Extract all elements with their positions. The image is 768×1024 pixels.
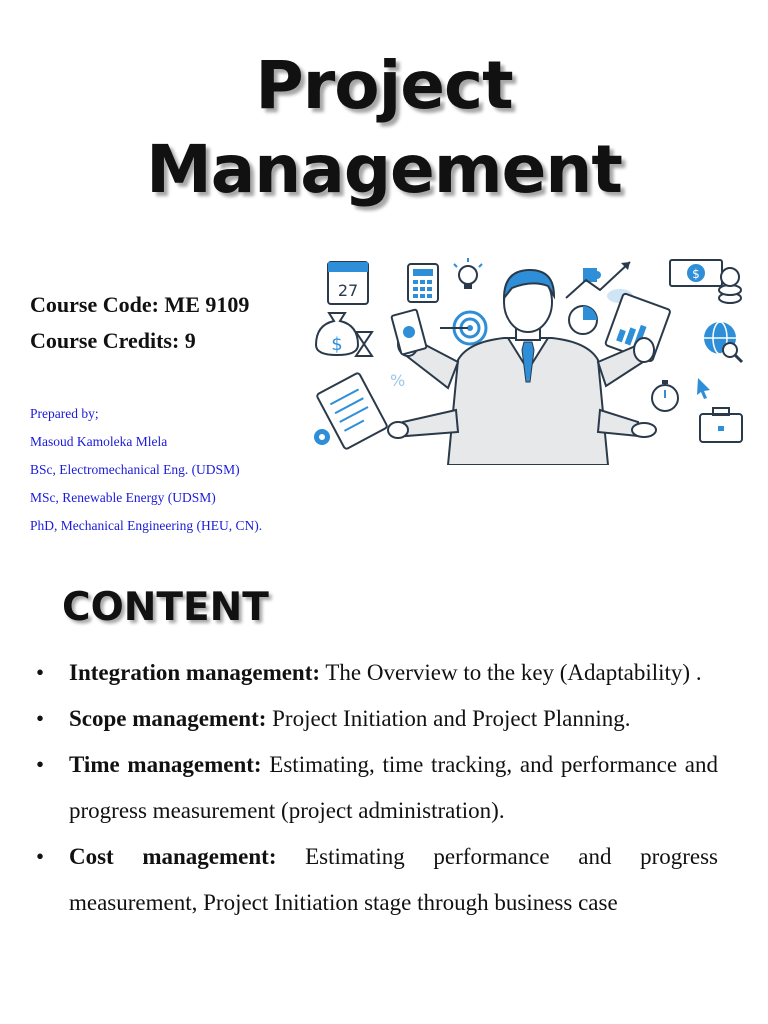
- lightbulb-icon: [454, 258, 482, 289]
- money-bag-dollar-sign: $: [331, 334, 343, 355]
- calendar-icon: [328, 262, 368, 304]
- item-text: Project Initiation and Project Planning.: [266, 706, 631, 731]
- list-item: [36, 742, 718, 834]
- author-name: Masoud Kamoleka Mlela: [30, 434, 168, 449]
- calculator-icon: [408, 264, 438, 302]
- item-text: The Overview to the key (Adaptability) .: [320, 660, 702, 685]
- bullet-marker: •: [36, 706, 45, 731]
- title-line-1: Project: [255, 47, 513, 124]
- gear-icon: [314, 429, 330, 445]
- list-item: [36, 696, 718, 742]
- item-term: Time management:: [69, 752, 262, 777]
- content-list: [36, 650, 718, 926]
- course-credits: Course Credits: 9: [30, 328, 196, 353]
- item-term: Scope management:: [69, 706, 267, 731]
- item-term: Integration management:: [69, 660, 321, 685]
- author-degree-msc: MSc, Renewable Energy (UDSM): [30, 490, 216, 505]
- list-item: [36, 650, 718, 696]
- author-degree-bsc: BSc, Electromechanical Eng. (UDSM): [30, 462, 240, 477]
- coin-stack-icon: [719, 268, 741, 303]
- item-text: Estimating performance and progress measurement, Project Initiation stage through business case: [69, 844, 719, 915]
- content-heading: CONTENT: [62, 585, 269, 630]
- percent-icon: %: [390, 371, 406, 390]
- globe-icon: [704, 322, 742, 362]
- author-degree-phd: PhD, Mechanical Engineering (HEU, CN).: [30, 518, 263, 533]
- briefcase-icon: [700, 408, 742, 442]
- item-term: Cost management:: [69, 844, 277, 869]
- course-info: [30, 287, 249, 359]
- cursor-icon: [697, 378, 710, 399]
- project-manager-illustration: [308, 250, 748, 465]
- bill-dollar-sign: $: [692, 267, 700, 281]
- list-item: [36, 834, 718, 926]
- prepared-label: Prepared by;: [30, 406, 99, 421]
- stopwatch-icon: [652, 380, 678, 411]
- pie-chart-icon: [569, 306, 597, 334]
- item-text: Estimating, time tracking, and performance and progress measurement (project administration).: [69, 752, 718, 823]
- money-bill-icon: [670, 260, 722, 286]
- bullet-marker: •: [36, 752, 45, 777]
- title-line-2: Management: [146, 131, 622, 208]
- slide-title: [0, 44, 768, 212]
- calendar-day: 27: [337, 281, 359, 300]
- prepared-by-block: [30, 400, 262, 540]
- money-bag-icon: [316, 313, 358, 355]
- target-icon: [440, 312, 486, 344]
- course-code: Course Code: ME 9109: [30, 292, 250, 317]
- bullet-marker: •: [36, 844, 45, 869]
- bullet-marker: •: [36, 660, 45, 685]
